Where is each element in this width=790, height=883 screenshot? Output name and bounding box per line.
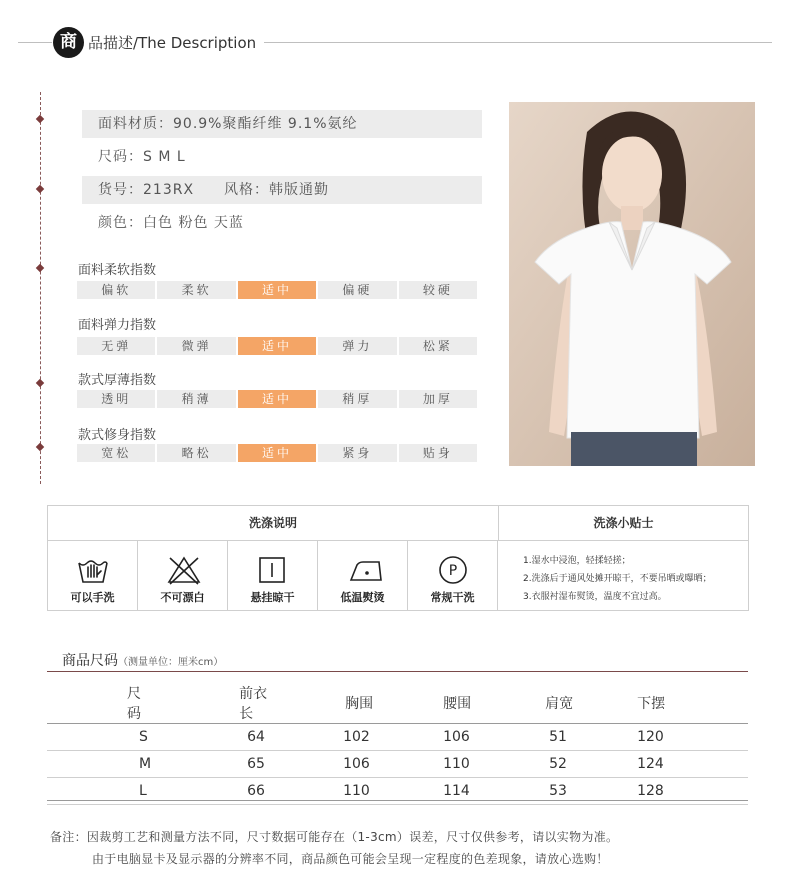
table-cell: 106 — [443, 729, 470, 745]
color-row — [82, 209, 482, 237]
table-cell: 110 — [443, 756, 470, 772]
scale-option: 偏软 — [77, 281, 155, 299]
wash-tips — [523, 552, 748, 606]
scale-option: 偏硬 — [318, 281, 396, 299]
table-cell: 53 — [549, 783, 567, 799]
item-number-text: 货号：213RX — [98, 182, 195, 198]
wash-label: 不可漂白 — [160, 591, 205, 604]
wash-item-low-iron — [318, 541, 408, 610]
table-cell: 106 — [343, 756, 370, 772]
wash-label: 常规干洗 — [430, 591, 475, 604]
material-text: 面料材质：90.9%聚酯纤维 9.1%氨纶 — [98, 116, 358, 132]
decorative-dot — [36, 443, 44, 451]
table-cell: 120 — [637, 729, 664, 745]
col-header: 肩宽 — [545, 696, 574, 712]
thickness-scale — [77, 390, 477, 408]
wash-item-hang-dry — [228, 541, 318, 610]
table-cell: 64 — [247, 729, 265, 745]
scale-title: 款式修身指数 — [78, 428, 157, 443]
scale-option: 柔软 — [157, 281, 235, 299]
scale-option: 宽松 — [77, 444, 155, 462]
decorative-dot — [36, 379, 44, 387]
header-badge: 商 — [53, 27, 84, 58]
scale-option-selected: 适中 — [238, 281, 316, 299]
table-cell: 51 — [549, 729, 567, 745]
wash-item-hand-wash — [48, 541, 138, 610]
table-cell: M — [139, 756, 152, 772]
page-title: 品描述/The Description — [88, 34, 257, 52]
material-row — [82, 110, 482, 138]
scale-title: 面料柔软指数 — [78, 263, 157, 278]
header-rule-right — [264, 42, 772, 43]
wash-label: 悬挂晾干 — [250, 591, 295, 604]
scale-option: 松紧 — [399, 337, 477, 355]
wash-tips-title: 洗涤小贴士 — [499, 506, 748, 541]
size-chart-rule — [47, 671, 748, 672]
hand-wash-icon — [77, 555, 109, 585]
scale-title: 款式厚薄指数 — [78, 373, 157, 388]
size-chart-bottom-rule — [47, 800, 748, 801]
size-chart-unit: （测量单位：厘米cm） — [118, 657, 224, 668]
decorative-line — [40, 92, 41, 484]
no-bleach-icon — [167, 555, 201, 585]
wash-item-no-bleach — [138, 541, 228, 610]
scale-option: 紧身 — [318, 444, 396, 462]
wash-instructions-table — [47, 505, 749, 611]
table-cell: 110 — [343, 783, 370, 799]
model-illustration — [509, 102, 755, 466]
scale-option: 加厚 — [399, 390, 477, 408]
header-rule-left — [18, 42, 52, 43]
size-chart-header-row — [47, 683, 748, 724]
product-photo — [509, 102, 755, 466]
wash-item-dry-clean — [408, 541, 498, 610]
scale-option: 弹力 — [318, 337, 396, 355]
scale-option-selected: 适中 — [238, 337, 316, 355]
table-cell: 102 — [343, 729, 370, 745]
scale-option: 较硬 — [399, 281, 477, 299]
elasticity-scale — [77, 337, 477, 355]
svg-text:P: P — [448, 563, 458, 579]
table-cell: 66 — [247, 783, 265, 799]
color-text: 颜色：白色 粉色 天蓝 — [98, 215, 244, 231]
table-cell: 128 — [637, 783, 664, 799]
table-cell: 114 — [443, 783, 470, 799]
low-iron-icon — [347, 555, 385, 585]
wash-label: 可以手洗 — [70, 591, 115, 604]
table-cell: 65 — [247, 756, 265, 772]
table-cell: L — [139, 783, 147, 799]
item-style-row — [82, 176, 482, 204]
wash-tip: 1.湿水中浸泡，轻揉轻搓； — [523, 556, 631, 566]
table-cell: S — [139, 729, 148, 745]
col-header: 尺码 — [127, 686, 141, 722]
col-header: 前衣长 — [239, 686, 268, 722]
dry-clean-icon — [437, 555, 469, 585]
wash-tip: 3.衣服衬湿布熨烫，温度不宜过高。 — [523, 592, 667, 602]
fit-scale — [77, 444, 477, 462]
note-line: 由于电脑显卡及显示器的分辨率不同，商品颜色可能会呈现一定程度的色差现象，请放心选购！ — [92, 852, 609, 866]
softness-scale — [77, 281, 477, 299]
scale-option: 稍厚 — [318, 390, 396, 408]
table-row — [47, 724, 748, 751]
col-header: 胸围 — [345, 696, 374, 712]
scale-option: 透明 — [77, 390, 155, 408]
size-chart-title — [62, 650, 223, 670]
decorative-dot — [36, 185, 44, 193]
wash-title: 洗涤说明 — [48, 506, 499, 541]
size-text: 尺码：S M L — [98, 149, 186, 165]
hang-dry-icon — [257, 555, 287, 585]
scale-option-selected: 适中 — [238, 444, 316, 462]
scale-option-selected: 适中 — [238, 390, 316, 408]
size-row — [82, 143, 482, 171]
style-text: 风格：韩版通勤 — [224, 182, 330, 198]
decorative-dot — [36, 115, 44, 123]
note-line: 备注：因裁剪工艺和测量方法不同，尺寸数据可能存在（1-3cm）误差，尺寸仅供参考，请以实物为准。 — [50, 830, 619, 844]
table-cell: 52 — [549, 756, 567, 772]
scale-option: 贴身 — [399, 444, 477, 462]
table-cell: 124 — [637, 756, 664, 772]
size-chart-heading: 商品尺码 — [62, 653, 118, 669]
decorative-dot — [36, 264, 44, 272]
scale-option: 微弹 — [157, 337, 235, 355]
scale-option: 无弹 — [77, 337, 155, 355]
scale-title: 面料弹力指数 — [78, 318, 157, 333]
wash-tip: 2.洗涤后于通风处摊开晾干，不要吊晒或曝晒； — [523, 574, 712, 584]
table-row — [47, 751, 748, 778]
scale-option: 略松 — [157, 444, 235, 462]
wash-label: 低温熨烫 — [340, 591, 385, 604]
size-chart-table — [47, 683, 748, 805]
col-header: 腰围 — [443, 696, 472, 712]
col-header: 下摆 — [637, 696, 666, 712]
scale-option: 稍薄 — [157, 390, 235, 408]
